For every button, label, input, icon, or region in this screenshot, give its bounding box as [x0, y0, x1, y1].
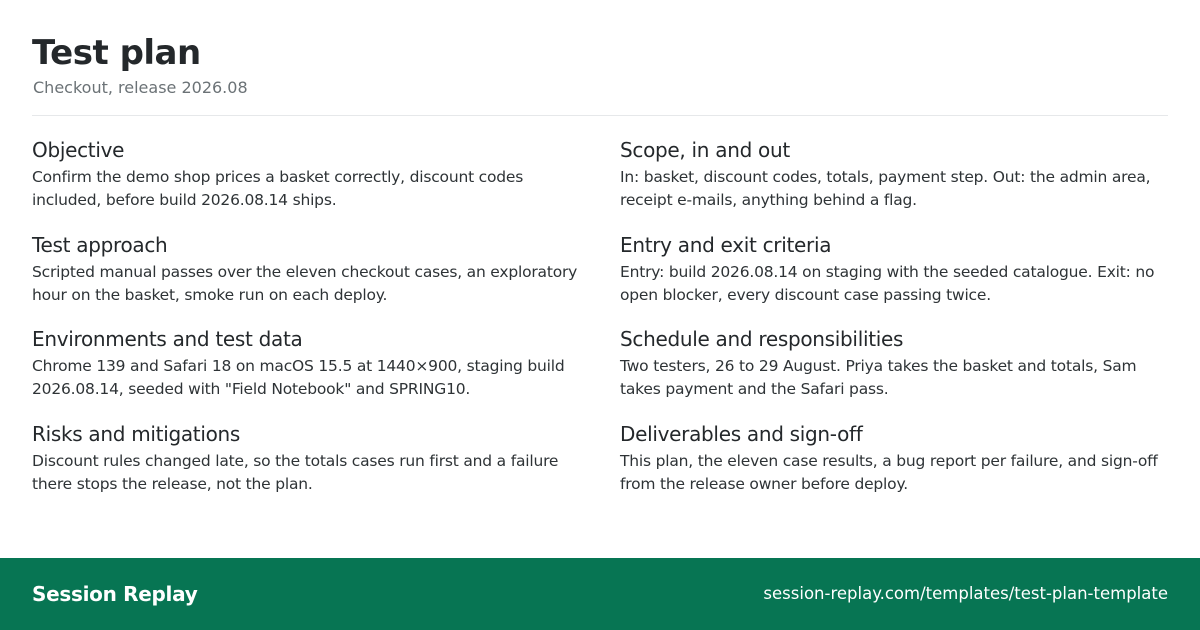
- section-body: Chrome 139 and Safari 18 on macOS 15.5 at 1440×900, staging build 2026.08.14, seeded with "Field Notebook" and SPRING10.: [32, 357, 565, 398]
- header-divider: [32, 115, 1168, 116]
- section-deliverables-and-sign-off: [620, 420, 1168, 515]
- left-column: [32, 136, 580, 514]
- section-body: Entry: build 2026.08.14 on staging with the seeded catalogue. Exit: no open blocker, every discount case passing twice.: [620, 262, 1155, 304]
- template-url: session-replay.com/templates/test-plan-template: [763, 584, 1168, 603]
- section-heading: Objective: [32, 138, 125, 162]
- page-subtitle: Checkout, release 2026.08: [33, 78, 248, 97]
- section-risks-and-mitigations: [32, 420, 580, 515]
- right-column: [620, 136, 1168, 514]
- section-heading: Deliverables and sign-off: [620, 421, 863, 446]
- section-heading: Schedule and responsibilities: [620, 327, 904, 351]
- section-body: Confirm the demo shop prices a basket correctly, discount codes included, before build 2026.08.14 ships.: [32, 168, 524, 209]
- section-heading: Risks and mitigations: [32, 421, 241, 446]
- section-entry-and-exit-criteria: [620, 231, 1168, 326]
- section-body: Scripted manual passes over the eleven checkout cases, an exploratory hour on the basket, smoke run on each deploy.: [32, 262, 578, 304]
- section-scope: [620, 136, 1168, 231]
- section-heading: Test approach: [32, 232, 168, 257]
- section-body: Two testers, 26 to 29 August. Priya takes the basket and totals, Sam takes payment and the Safari pass.: [620, 357, 1137, 398]
- section-body: Discount rules changed late, so the totals cases run first and a failure there stops the release, not the plan.: [32, 451, 559, 493]
- section-schedule-and-responsibilities: [620, 325, 1168, 420]
- page-title: Test plan: [32, 33, 201, 73]
- brand-name: Session Replay: [32, 582, 198, 606]
- section-environments-and-test-data: [32, 325, 580, 420]
- section-objective: [32, 136, 580, 231]
- footer-bar: [0, 558, 1200, 630]
- section-heading: Scope, in and out: [620, 138, 790, 162]
- section-body: In: basket, discount codes, totals, payment step. Out: the admin area, receipt e-mails, anything behind a flag.: [620, 168, 1151, 209]
- section-heading: Entry and exit criteria: [620, 232, 832, 257]
- section-test-approach: [32, 231, 580, 326]
- section-body: This plan, the eleven case results, a bug report per failure, and sign-off from the release owner before deploy.: [620, 451, 1158, 493]
- section-heading: Environments and test data: [32, 327, 303, 351]
